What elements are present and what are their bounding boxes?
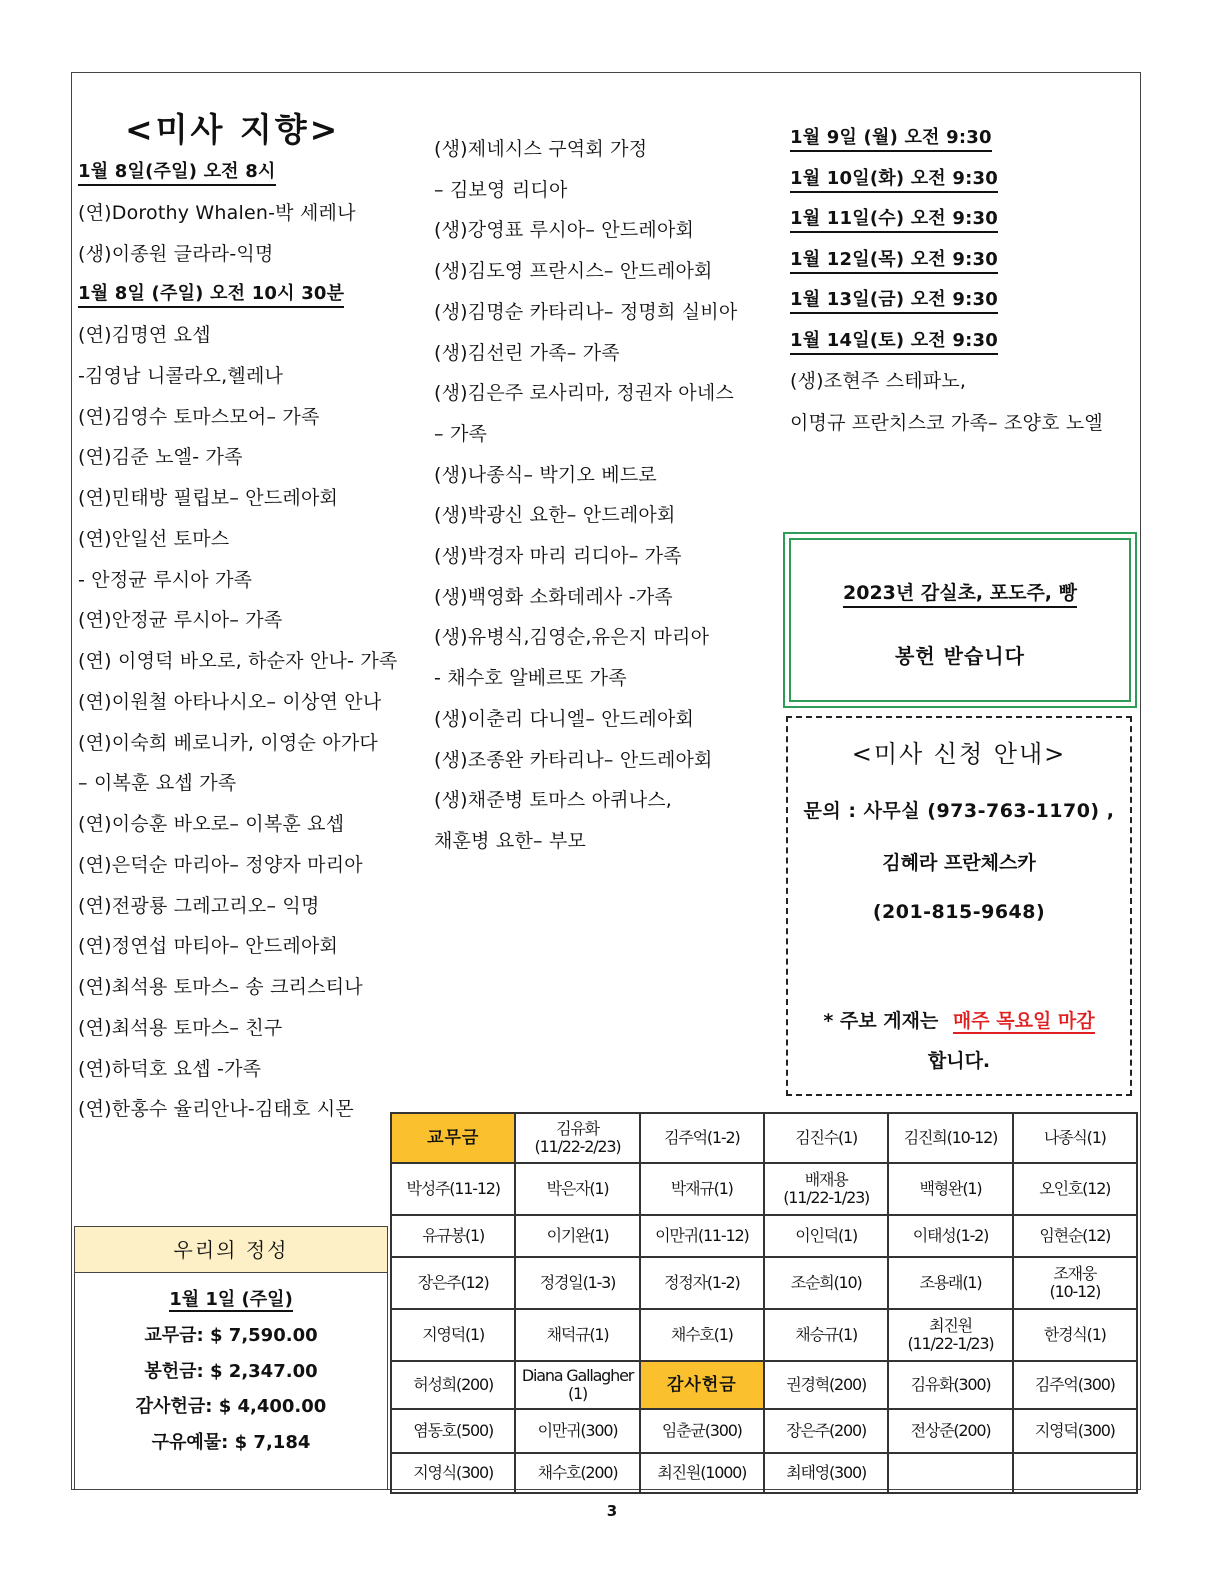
table-cell — [391, 1163, 515, 1215]
table-cell — [640, 1163, 764, 1215]
cell-text: 오인호(12) — [1039, 1179, 1111, 1198]
intention-line: (생)박광신 요한– 안드레아회 — [434, 504, 676, 527]
intention-line: (생)제네시스 구역회 가정 — [434, 138, 648, 160]
table-cell — [391, 1257, 515, 1309]
table-row — [391, 1163, 1137, 1215]
donors-table — [390, 1112, 1138, 1494]
table-cell — [515, 1215, 639, 1257]
cell-text: 임현순(12) — [1039, 1226, 1111, 1245]
table-cell — [1013, 1215, 1137, 1257]
table-cell — [515, 1453, 639, 1493]
cell-text: 채승규(1) — [795, 1325, 858, 1344]
mass-request-box — [786, 716, 1132, 1096]
cell-text: 권경혁(200) — [786, 1375, 867, 1394]
table-cell — [515, 1361, 639, 1409]
intention-line: (생)박경자 마리 리디아– 가족 — [434, 545, 682, 567]
cell-text: 이만귀(11-12) — [655, 1226, 749, 1245]
cell-text: 김주억(1-2) — [664, 1128, 740, 1147]
table-cell — [640, 1113, 764, 1163]
cell-text: 나종식(1) — [1043, 1128, 1106, 1147]
table-cell — [888, 1113, 1012, 1163]
cell-text: 허성희(200) — [413, 1375, 494, 1394]
table-row — [391, 1215, 1137, 1257]
table-cell — [888, 1409, 1012, 1453]
table-row — [391, 1453, 1137, 1493]
cell-text: 김유화 — [556, 1119, 599, 1138]
cell-text: (11/22-2/23) — [534, 1137, 621, 1156]
cell-text: 지영덕(300) — [1034, 1421, 1115, 1440]
cell-text: 김주억(300) — [1034, 1375, 1115, 1394]
intention-line: – 가족 — [434, 422, 488, 445]
intention-line: (생)채준병 토마스 아퀴나스, — [434, 789, 673, 812]
intention-line: (연) 이영덕 바오로, 하순자 안나- 가족 — [78, 650, 398, 672]
cell-text: 채덕규(1) — [546, 1325, 609, 1344]
offering-amount-line: 감사헌금: $ 4,400.00 — [135, 1396, 327, 1417]
intention-line: (연)전광룡 그레고리오– 익명 — [78, 894, 320, 917]
table-cell — [640, 1453, 764, 1493]
intention-line: (생)이종원 글라라-익명 — [78, 242, 274, 265]
intention-line: (연)안정균 루시아– 가족 — [78, 609, 283, 632]
table-cell — [1013, 1409, 1137, 1453]
our-offering-box — [74, 1226, 388, 1490]
our-offering-date-text: 1월 1일 (주일) — [169, 1289, 293, 1310]
table-cell — [764, 1309, 888, 1361]
cell-text: 임춘균(300) — [661, 1421, 742, 1440]
intention-line: – 김보영 리디아 — [434, 178, 568, 201]
table-row — [391, 1409, 1137, 1453]
cell-text: 이만귀(300) — [537, 1421, 618, 1440]
cell-text: (10-12) — [1049, 1282, 1101, 1301]
mass-date-heading: 1월 8일 (주일) 오전 10시 30분 — [78, 282, 344, 308]
cell-text: 염동호(500) — [413, 1421, 494, 1440]
intention-line: (생)강영표 루시아– 안드레아회 — [434, 219, 695, 242]
table-cell — [640, 1409, 764, 1453]
table-cell — [764, 1257, 888, 1309]
deadline-prefix: * 주보 게재는 — [823, 1010, 939, 1032]
table-cell — [764, 1409, 888, 1453]
intention-line: (연)김명연 요셉 — [78, 324, 211, 346]
cell-text: 배재용 — [804, 1170, 848, 1189]
intention-line: (연)김영수 토마스모어– 가족 — [78, 405, 320, 428]
cell-text: 장은주(200) — [786, 1421, 867, 1440]
table-cell — [764, 1361, 888, 1409]
mass-request-title: <미사 신청 안내> — [851, 740, 1067, 768]
table-cell — [764, 1113, 888, 1163]
mass-date-heading: 1월 13일(금) 오전 9:30 — [790, 288, 998, 314]
cell-text: 이인덕(1) — [795, 1226, 858, 1245]
table-cell — [515, 1257, 639, 1309]
table-cell — [888, 1163, 1012, 1215]
mass-date-heading: 1월 9일 (월) 오전 9:30 — [790, 126, 992, 152]
table-cell — [764, 1453, 888, 1493]
table-row — [391, 1309, 1137, 1361]
cell-text: 조재웅 — [1053, 1264, 1097, 1283]
table-cell — [391, 1409, 515, 1453]
table-cell — [515, 1113, 639, 1163]
intention-line: (연)이숙희 베로니카, 이영순 아가다 — [78, 731, 378, 754]
table-cell — [515, 1309, 639, 1361]
mass-date-heading: 1월 10일(화) 오전 9:30 — [790, 167, 998, 193]
cell-text: 정정자(1-2) — [664, 1273, 740, 1292]
table-category-cell — [391, 1113, 515, 1163]
cell-text: 교무금 — [427, 1128, 480, 1148]
cell-text: 박성주(11-12) — [406, 1179, 500, 1198]
mass-request-contact-phone: (201-815-9648) — [872, 901, 1046, 923]
cell-text: 한경식(1) — [1043, 1325, 1106, 1344]
cell-text: 김유화(300) — [910, 1375, 991, 1394]
intention-line: (연)이승훈 바오로– 이복훈 요셉 — [78, 813, 345, 835]
table-cell — [888, 1361, 1012, 1409]
cell-text: (1) — [567, 1384, 588, 1403]
offering-notice-box — [783, 532, 1137, 708]
intention-line: (연)하덕호 요셉 -가족 — [78, 1057, 262, 1080]
table-cell — [1013, 1257, 1137, 1309]
intention-line: (연)민태방 필립보– 안드레아회 — [78, 487, 339, 509]
cell-text: 최진원 — [929, 1316, 972, 1335]
intention-line: (생)김은주 로사리마, 정권자 아네스 — [434, 382, 734, 405]
intention-line: (생)백영화 소화데레사 -가족 — [434, 585, 673, 608]
cell-text: 지영식(300) — [413, 1463, 494, 1482]
intention-line: (연)정연섭 마티아– 안드레아회 — [78, 935, 339, 958]
cell-text: (11/22-1/23) — [783, 1188, 870, 1207]
cell-text: (11/22-1/23) — [907, 1334, 994, 1353]
offering-notice-line1 — [785, 578, 1135, 605]
mass-request-deadline — [788, 1006, 1130, 1033]
intention-line: (생)유병식,김영순,유은지 마리아 — [434, 626, 710, 649]
mass-date-heading: 1월 11일(수) 오전 9:30 — [790, 207, 998, 233]
cell-text: 백형완(1) — [919, 1179, 982, 1198]
intention-line: - 채수호 알베르또 가족 — [434, 667, 627, 690]
intention-line: (연)최석용 토마스– 친구 — [78, 1016, 283, 1039]
cell-text: 조용래(1) — [919, 1273, 982, 1292]
mass-request-contact: 문의 : 사무실 (973-763-1170) , — [803, 800, 1115, 822]
intention-line: (연)Dorothy Whalen-박 세레나 — [78, 201, 356, 224]
table-cell — [764, 1163, 888, 1215]
intention-line: (연)한홍수 율리안나-김태호 시몬 — [78, 1098, 354, 1121]
table-cell — [640, 1309, 764, 1361]
table-cell — [1013, 1113, 1137, 1163]
table-cell — [640, 1215, 764, 1257]
cell-text: 정경일(1-3) — [539, 1273, 616, 1292]
offering-notice-inner-border — [789, 538, 1131, 702]
table-row — [391, 1113, 1137, 1163]
cell-text: 유규봉(1) — [422, 1226, 485, 1245]
table-cell — [640, 1257, 764, 1309]
table-cell — [515, 1163, 639, 1215]
page-number: 3 — [606, 1502, 618, 1520]
intention-line: (연)은덕순 마리아– 정양자 마리아 — [78, 853, 363, 876]
offering-amount-line: 교무금: $ 7,590.00 — [144, 1325, 318, 1346]
intention-line: (생)김명순 카타리나– 정명희 실비아 — [434, 300, 738, 323]
mass-request-contact-name: 김혜라 프란체스카 — [882, 852, 1036, 874]
table-cell — [391, 1361, 515, 1409]
intention-line: (연)안일선 토마스 — [78, 527, 230, 550]
table-cell — [1013, 1309, 1137, 1361]
cell-text: 채수호(1) — [670, 1325, 733, 1344]
mass-date-heading: 1월 12일(목) 오전 9:30 — [790, 248, 998, 274]
table-cell — [391, 1453, 515, 1493]
table-cell — [1013, 1453, 1137, 1493]
table-row — [391, 1361, 1137, 1409]
intention-line: (생)김도영 프란시스– 안드레아회 — [434, 260, 713, 283]
table-cell — [764, 1215, 888, 1257]
cell-text: 장은주(12) — [417, 1273, 489, 1292]
intention-line: (연)김준 노엘- 가족 — [78, 446, 243, 469]
mass-date-heading: 1월 8일(주일) 오전 8시 — [78, 160, 276, 186]
cell-text: 이태성(1-2) — [912, 1226, 989, 1245]
mass-date-heading: 1월 14일(토) 오전 9:30 — [790, 329, 998, 355]
intention-line: (생)조종완 카타리나– 안드레아회 — [434, 748, 713, 771]
table-cell — [888, 1309, 1012, 1361]
cell-text: 최태영(300) — [786, 1463, 867, 1482]
intention-line: (생)조현주 스테파노, — [790, 370, 967, 392]
intention-line: (연)최석용 토마스– 송 크리스티나 — [78, 976, 363, 998]
table-cell — [391, 1215, 515, 1257]
deadline-suffix: 합니다. — [927, 1050, 991, 1072]
intention-line: (생)김선린 가족– 가족 — [434, 341, 620, 364]
cell-text: 조순희(10) — [790, 1273, 862, 1292]
table-cell — [515, 1409, 639, 1453]
table-cell — [888, 1215, 1012, 1257]
table-cell — [888, 1257, 1012, 1309]
intention-line: - 안정균 루시아 가족 — [78, 568, 253, 591]
cell-text: 감사헌금 — [666, 1375, 737, 1395]
intention-line: – 이복훈 요셉 가족 — [78, 772, 237, 795]
intention-line: (생)이춘리 다니엘– 안드레아회 — [434, 707, 695, 730]
our-offering-title: 우리의 정성 — [75, 1227, 387, 1273]
cell-text: 박은자(1) — [546, 1179, 609, 1198]
cell-text: 박재규(1) — [670, 1179, 733, 1198]
table-cell — [391, 1309, 515, 1361]
cell-text: 김진희(10-12) — [903, 1128, 998, 1147]
deadline-highlight: 매주 목요일 마감 — [952, 1010, 1095, 1032]
intention-line: 이명규 프란치스코 가족– 조양호 노엘 — [790, 412, 1103, 434]
table-cell — [1013, 1361, 1137, 1409]
offering-notice-line2: 봉헌 받습니다 — [895, 644, 1025, 668]
mass-intentions-title: <미사 지향> — [125, 110, 341, 149]
intention-line: (연)이원철 아타나시오– 이상연 안나 — [78, 690, 382, 713]
table-row — [391, 1257, 1137, 1309]
offering-notice-heading: 2023년 감실초, 포도주, 빵 — [843, 582, 1077, 608]
cell-text: 최진원(1000) — [657, 1463, 747, 1482]
intention-line: -김영남 니콜라오,헬레나 — [78, 364, 284, 387]
table-cell — [888, 1453, 1012, 1493]
intention-line: 채훈병 요한– 부모 — [434, 829, 587, 852]
cell-text: 이기완(1) — [546, 1226, 609, 1245]
table-cell — [1013, 1163, 1137, 1215]
cell-text: 채수호(200) — [537, 1463, 618, 1482]
intention-line: (생)나종식– 박기오 베드로 — [434, 463, 657, 486]
offering-amount-line: 구유예물: $ 7,184 — [151, 1431, 311, 1453]
cell-text: 지영덕(1) — [422, 1325, 485, 1344]
cell-text: Diana Gallagher — [521, 1366, 634, 1385]
cell-text: 김진수(1) — [795, 1128, 858, 1147]
cell-text: 전상준(200) — [910, 1421, 991, 1440]
table-category-cell — [640, 1361, 764, 1409]
our-offering-date — [75, 1285, 387, 1311]
offering-amount-line: 봉헌금: $ 2,347.00 — [144, 1360, 318, 1382]
